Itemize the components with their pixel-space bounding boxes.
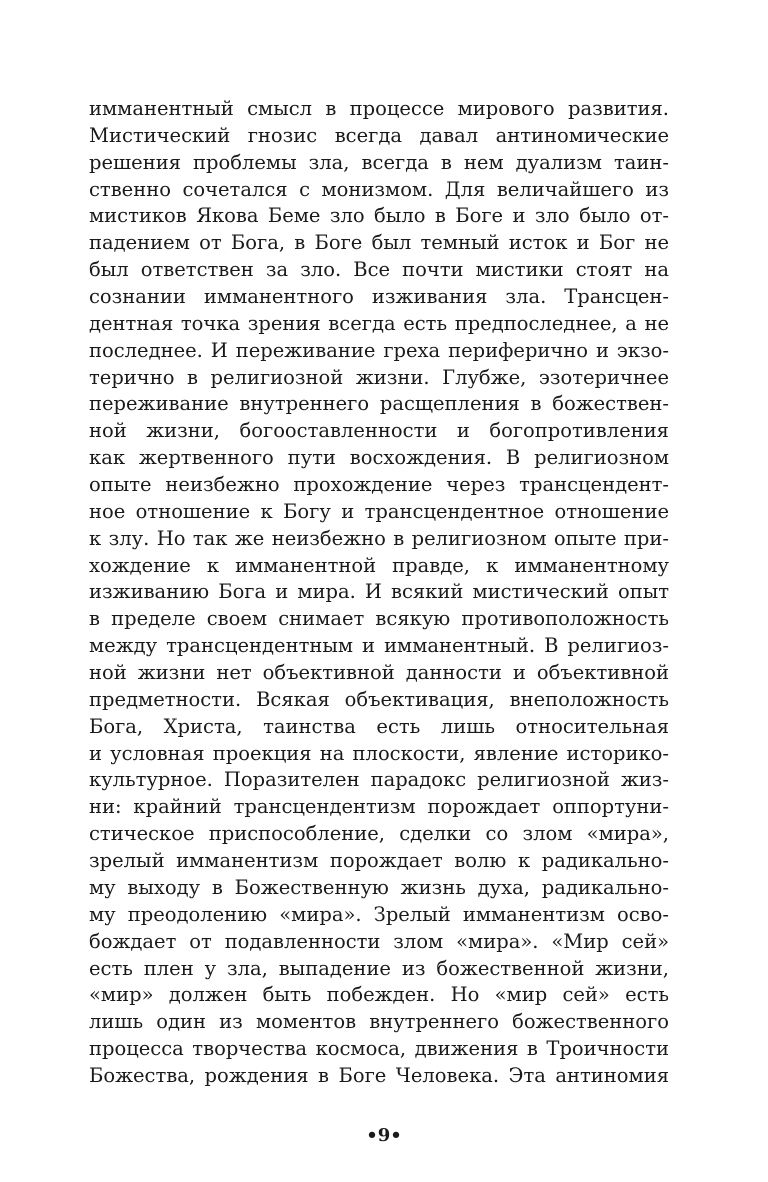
text-line: ной жизни, богооставленности и богопротивления [89,419,669,443]
text-line: как жертвенного пути восхождения. В религиозном [89,446,669,470]
text-line: хождение к имманентной правде, к имманентному [89,553,669,577]
text-line: предметности. Всякая объективация, внеположность [89,687,669,711]
text-line: в пределе своем снимает всякую противоположность [89,607,669,631]
text-line: сознании имманентного изживания зла. Трансцен- [89,285,669,309]
text-line: ственно сочетался с монизмом. Для величайшего из [89,177,669,201]
text-line: ной жизни нет объективной данности и объективной [89,661,669,685]
text-line: имманентный смысл в процессе мирового развития. [89,97,669,120]
body-text [89,96,669,1090]
text-line: решения проблемы зла, всегда в нем дуализм таин- [89,150,669,174]
text-line: терично в религиозной жизни. Глубже, эзотеричнее [89,365,669,389]
text-line: лишь один из моментов внутреннего божественного [89,1010,669,1034]
text-line: Бога, Христа, таинства есть лишь относительная [89,714,669,738]
text-line: переживание внутреннего расщепления в божествен- [89,392,669,416]
text-line: «мир» должен быть побежден. Но «мир сей» есть [89,983,669,1007]
text-line: ни: крайний трансцендентизм порождает оппортуни- [89,795,669,819]
text-line: процесса творчества космоса, движения в Троичности [89,1037,669,1061]
text-line: изживанию Бога и мира. И всякий мистический опыт [89,580,669,604]
text-line: мистиков Якова Беме зло было в Боге и зло было от- [89,204,669,228]
text-line: есть плен у зла, выпадение из божественной жизни, [89,956,669,980]
text-line: Мистический гнозис всегда давал антиномические [89,123,669,147]
text-line: бождает от подавленности злом «мира». «Мир сей» [89,929,669,953]
text-line: культурное. Поразителен парадокс религиозной жиз- [89,768,669,792]
text-line: ное отношение к Богу и трансцендентное отношение [89,499,669,523]
text-line: зрелый имманентизм порождает волю к радикально- [89,849,669,873]
text-line: стическое приспособление, сделки со злом «мира», [89,822,669,846]
text-line: к злу. Но так же неизбежно в религиозном опыте при- [89,526,669,550]
page-number: •9• [366,1125,402,1146]
text-line: последнее. И переживание греха периферично и экзо- [89,338,669,362]
text-line: опыте неизбежно прохождение через трансцендент- [89,473,669,497]
text-line: му преодолению «мира». Зрелый имманентизм осво- [89,902,669,926]
text-line: му выходу в Божественную жизнь духа, радикально- [89,875,669,899]
text-line: и условная проекция на плоскости, явление историко- [89,741,669,765]
text-line: был ответствен за зло. Все почти мистики стоят на [89,258,669,282]
text-line: дентная точка зрения всегда есть предпоследнее, а не [89,311,669,335]
text-line: падением от Бога, в Боге был темный исток и Бог не [89,231,669,255]
text-line: между трансцендентным и имманентный. В религиоз- [89,634,669,658]
text-line: Божества, рождения в Боге Человека. Эта антиномия [89,1063,669,1087]
